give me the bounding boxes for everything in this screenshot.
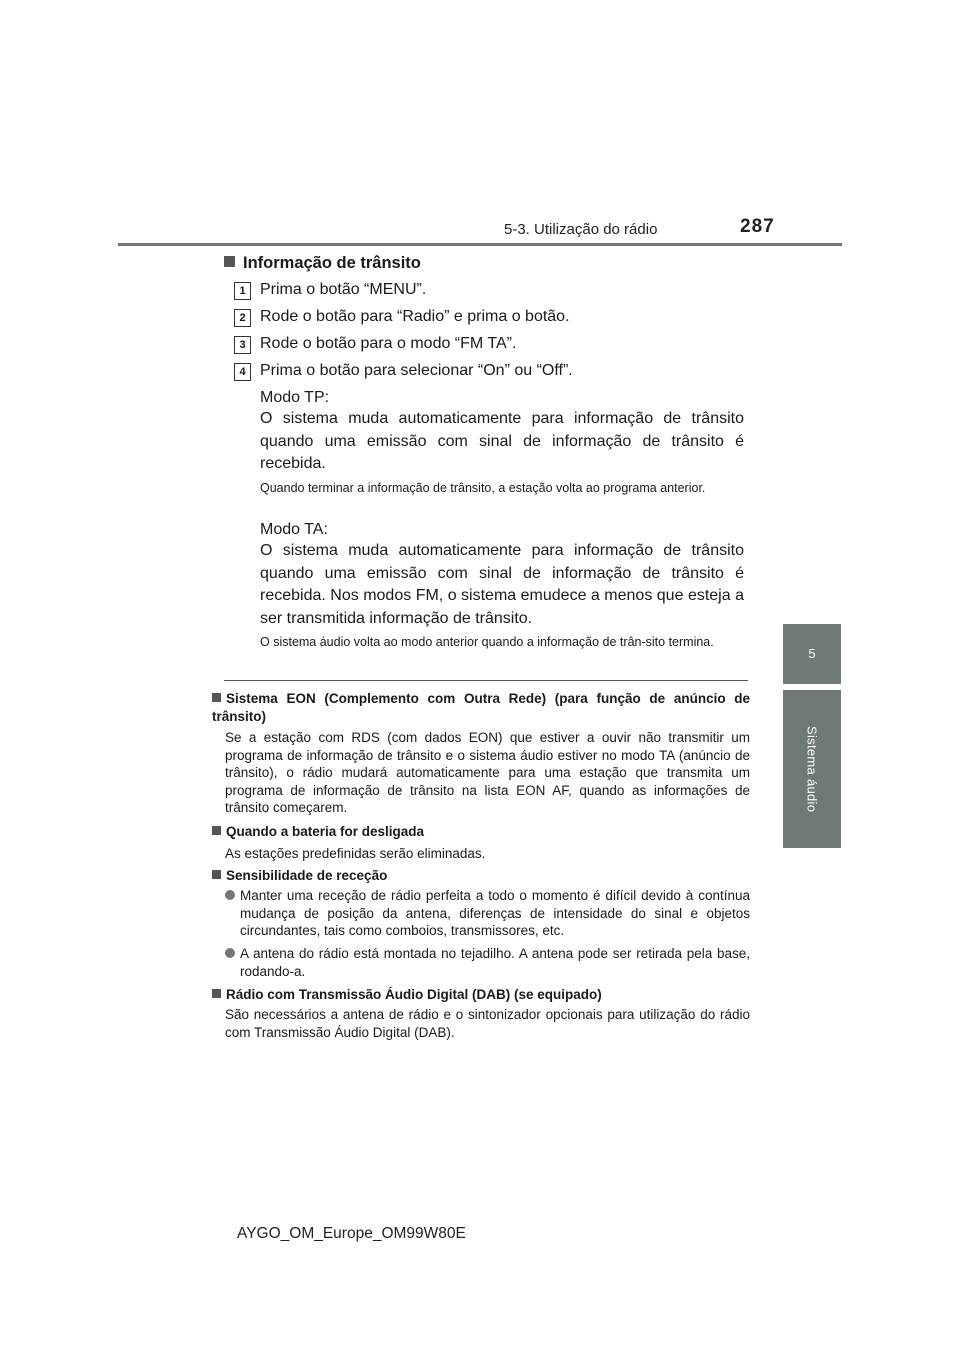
battery-heading-text: Quando a bateria for desligada xyxy=(226,824,425,839)
square-bullet-icon xyxy=(212,989,221,998)
ta-mode-title: Modo TA: xyxy=(260,521,328,538)
bullet-dot-icon xyxy=(225,890,235,900)
chapter-number: 5 xyxy=(808,646,816,661)
sensitivity-bullet xyxy=(225,887,750,942)
square-bullet-icon xyxy=(212,826,221,835)
section-heading-text: Informação de trânsito xyxy=(243,254,421,272)
dab-heading-text: Rádio com Transmissão Áudio Digital (DAB) (se equipado) xyxy=(226,987,602,1002)
ta-mode-text: O sistema muda automaticamente para informação de trânsito quando uma emissão com sinal de informação de trânsito é recebida. Nos modos FM, o sistema emudece a menos que esteja a ser transmitida informação de trânsito. xyxy=(260,542,744,627)
step-text: Prima o botão “MENU”. xyxy=(260,281,427,298)
step-number-badge: 2 xyxy=(234,309,251,327)
chapter-title: Sistema áudio xyxy=(804,725,820,813)
square-bullet-icon xyxy=(212,693,221,702)
section-divider xyxy=(224,680,748,681)
tp-mode-title: Modo TP: xyxy=(260,389,330,406)
square-bullet-icon xyxy=(212,870,221,879)
sensitivity-bullet xyxy=(225,945,750,981)
step-number-badge: 3 xyxy=(234,336,251,354)
step-text: Prima o botão para selecionar “On” ou “Off”. xyxy=(260,362,573,379)
sensitivity-heading xyxy=(212,867,750,885)
bullet-text: Manter uma receção de rádio perfeita a todo o momento é difícil devido à contínua mudança de posição da antena, diferenças de intensidade do sinal e objetos circundantes, tais como comboios, transmissores, etc. xyxy=(240,888,750,938)
dab-heading xyxy=(212,986,750,1004)
battery-text: As estações predefinidas serão eliminadas. xyxy=(225,846,486,861)
page-number: 287 xyxy=(740,216,775,237)
tp-mode-note: Quando terminar a informação de trânsito, a estação volta ao programa anterior. xyxy=(260,481,706,495)
step-number-badge: 1 xyxy=(234,282,251,300)
bullet-text: A antena do rádio está montada no tejadilho. A antena pode ser retirada pela base, rodando-a. xyxy=(240,946,750,979)
eon-heading-text: Sistema EON (Complemento com Outra Rede) (para função de anúncio de trânsito) xyxy=(212,691,750,724)
ta-mode-note: O sistema áudio volta ao modo anterior quando a informação de trân-sito termina. xyxy=(260,635,714,649)
battery-heading xyxy=(212,823,750,841)
square-bullet-icon xyxy=(224,256,235,267)
section-title: 5-3. Utilização do rádio xyxy=(504,221,658,238)
eon-heading xyxy=(212,690,750,726)
document-code: AYGO_OM_Europe_OM99W80E xyxy=(237,1225,466,1242)
header-rule xyxy=(118,243,842,246)
section-heading xyxy=(224,254,421,273)
chapter-title-tab xyxy=(783,690,841,848)
bullet-dot-icon xyxy=(225,948,235,958)
step-text: Rode o botão para “Radio” e prima o botão. xyxy=(260,308,570,325)
chapter-tab xyxy=(783,624,841,684)
dab-text: São necessários a antena de rádio e o sintonizador opcionais para utilização do rádio com Transmissão Áudio Digital (DAB). xyxy=(225,1007,750,1040)
sensitivity-heading-text: Sensibilidade de receção xyxy=(226,868,388,883)
tp-mode-text: O sistema muda automaticamente para informação de trânsito quando uma emissão com sinal de informação de trânsito é recebida. xyxy=(260,410,744,472)
eon-text: Se a estação com RDS (com dados EON) que estiver a ouvir não transmitir um programa de informação de trânsito e o sistema áudio estiver no modo TA (anúncio de trânsito), o rádio mudará automaticamente para uma estação que transmita um programa de informação de trânsito na lista EON AF, quando as informações de trânsito começarem. xyxy=(225,730,750,815)
step-number-badge: 4 xyxy=(234,363,251,381)
step-text: Rode o botão para o modo “FM TA”. xyxy=(260,335,517,352)
